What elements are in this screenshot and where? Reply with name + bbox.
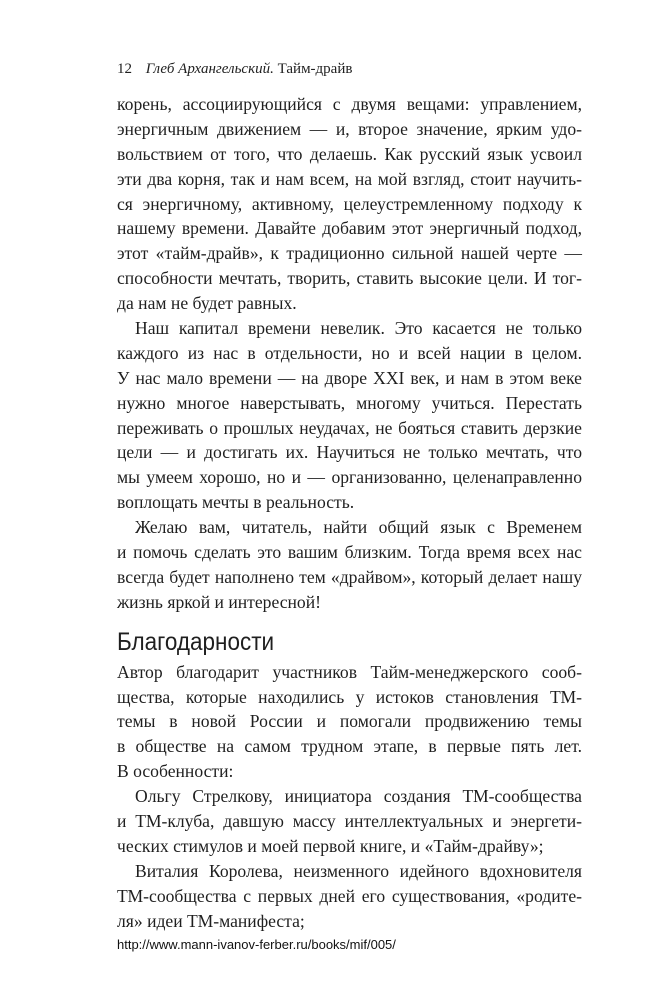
paragraph-drive-intro [117, 92, 582, 316]
text-line: энергичным движением — и, второе значение, ярким удо- [117, 118, 582, 139]
paragraph-acknowledgements [117, 660, 582, 784]
book-author: Глеб Архангельский. [145, 61, 274, 77]
text-line: нужно многое наверстывать, многому учиться. Перестать [117, 392, 582, 413]
text-line: вольствием от того, что делаешь. Как русский язык усвоил [117, 143, 582, 164]
text-line: в обществе на самом трудном этапе, в первые пять лет. [117, 736, 582, 757]
text-line: способности мечтать, творить, ставить высокие цели. И тог- [117, 268, 582, 289]
footer-url: http://www.mann-ivanov-ferber.ru/books/mif/005/ [117, 937, 396, 952]
text-line: каждого из нас в отдельности, но и всей нации в целом. [117, 342, 582, 363]
text-line: Виталия Королева, неизменного идейного вдохновителя [135, 860, 582, 881]
text-line: ТМ-сообщества с первых дней его существования, «родите- [117, 885, 582, 906]
text-line: всегда будет наполнено тем «драйвом», который делает нашу [117, 566, 582, 587]
text-line: цели — и достигать их. Научиться не только мечтать, что [117, 442, 582, 463]
text-line: ля» идеи ТМ-манифеста; [117, 910, 305, 931]
section-heading: Благодарности [117, 627, 275, 656]
text-line: У нас мало времени — на дворе XXI век, и нам в этом веке [117, 367, 582, 388]
text-line: ся энергичному, активному, целеустремленному подходу к [117, 193, 582, 214]
text-line: щества, которые находились у истоков становления ТМ- [117, 686, 582, 707]
text-line: Наш капитал времени невелик. Это касается не только [135, 318, 582, 339]
text-line: и ТМ-клуба, давшую массу интеллектуальных и энергети- [117, 811, 582, 832]
paragraph-korolev [117, 859, 582, 934]
running-head [117, 60, 352, 78]
page-number: 12 [117, 61, 132, 77]
paragraph-wish [117, 515, 582, 615]
text-line: нашему времени. Давайте добавим этот энергичный подход, [117, 218, 582, 239]
book-title: Тайм-драйв [277, 61, 353, 77]
text-line: и помочь сделать это вашим близким. Тогда время всех нас [117, 542, 582, 563]
text-line: жизнь яркой и интересной! [117, 591, 321, 612]
text-line: Ольгу Стрелкову, инициатора создания ТМ-сообщества [135, 786, 582, 807]
body-text [117, 92, 582, 934]
paragraph-time-capital [117, 316, 582, 515]
text-line: эти два корня, так и нам всем, на мой взгляд, стоит научить- [117, 168, 582, 189]
paragraph-strelkova [117, 784, 582, 859]
text-line: корень, ассоциирующийся с двумя вещами: управлением, [117, 94, 582, 114]
text-line: переживать о прошлых неудачах, не бояться ставить дерзкие [117, 417, 582, 438]
text-line: мы умеем хорошо, но и — организованно, целенаправленно [117, 467, 582, 488]
text-line: ческих стимулов и моей первой книге, и «Тайм-драйву»; [117, 835, 544, 856]
text-line: Автор благодарит участников Тайм-менеджерского сооб- [117, 661, 582, 682]
text-line: темы в новой России и помогали продвижению темы [117, 711, 582, 732]
text-line: воплощать мечты в реальность. [117, 492, 355, 513]
text-line: этот «тайм-драйв», к традиционно сильной нашей черте — [117, 243, 582, 264]
text-line: да нам не будет равных. [117, 293, 297, 314]
text-line: Желаю вам, читатель, найти общий язык с Временем [135, 517, 582, 538]
text-line: В особенности: [117, 761, 234, 782]
